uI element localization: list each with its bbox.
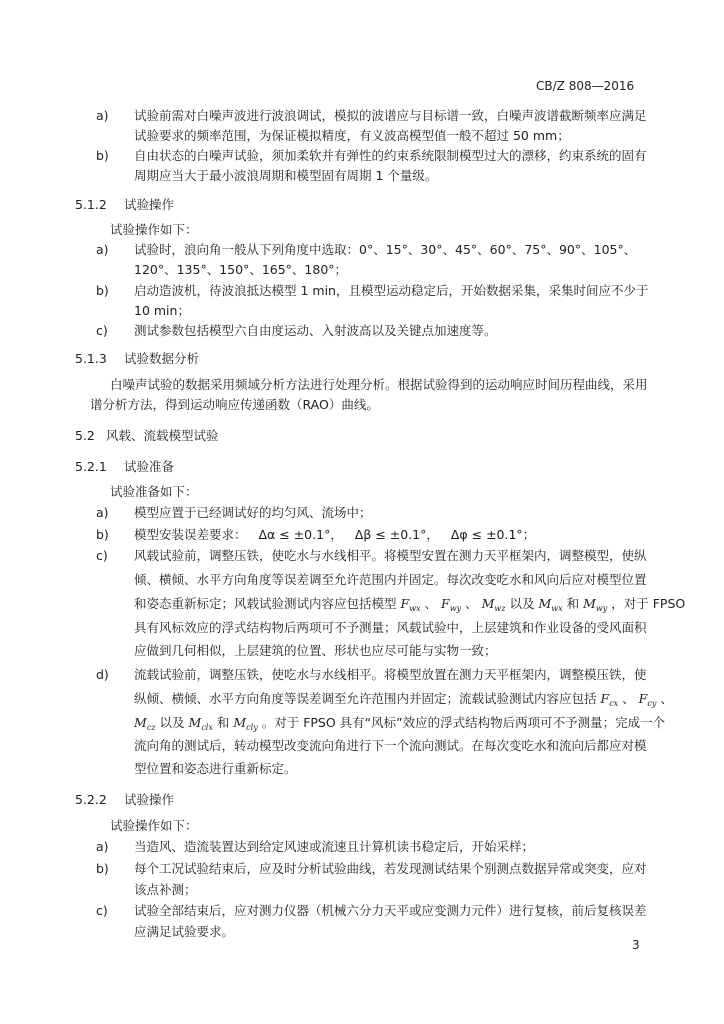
text-segment: 、 xyxy=(424,596,438,611)
symbol-subscript: cz xyxy=(146,723,156,732)
page-number: 3 xyxy=(632,938,640,952)
list-marker: a) xyxy=(96,505,109,520)
list-marker: a) xyxy=(96,108,109,123)
symbol-subscript: wz xyxy=(494,604,506,613)
text-segment: 、 xyxy=(465,596,478,611)
symbol-subscript: wx xyxy=(551,604,563,613)
section-heading: 试验操作 xyxy=(124,197,175,212)
section-heading: 风载、流载模型试验 xyxy=(106,428,219,443)
section-number: 5.2 xyxy=(75,428,95,443)
paragraph-line: 试验操作如下： xyxy=(110,818,198,833)
paragraph-line: 具有风标效应的浮式结构物后两项可不予测量；风载试验中，上层建筑和作业设备的受风面积 xyxy=(134,620,647,635)
paragraph-line: 应做到几何相似，上层建筑的位置、形状也应尽可能与实物一致； xyxy=(134,643,497,658)
paragraph-line xyxy=(134,527,535,543)
text-segment: 以及 xyxy=(509,596,535,611)
symbol-M-cz xyxy=(134,715,156,730)
paragraph-line: 风载试验前，调整压铁，使吃水与水线相平。将模型安置在测力天平框架内，调整模型，使纵 xyxy=(134,548,647,563)
text-segment: 和 xyxy=(566,596,580,611)
page-header: CB/Z 808—2016 xyxy=(536,79,635,93)
section-heading: 试验准备 xyxy=(124,459,175,474)
section-number: 5.1.2 xyxy=(75,197,107,212)
paragraph-line xyxy=(134,715,665,736)
paragraph-line: 试验准备如下： xyxy=(110,484,198,499)
symbol-letter: M xyxy=(481,596,495,611)
paragraph-line: 流载试验前，调整压铁，使吃水与水线相平。将模型放置在测力天平框架内，调整模压铁，使 xyxy=(134,667,647,682)
section-heading: 试验操作 xyxy=(124,792,175,807)
text-segment: 和姿态重新标定；风载试验测试内容应包括模型 xyxy=(134,596,397,611)
paragraph-line: 启动造波机，待波浪抵达模型 1 min，且模型运动稳定后，开始数据采集，采集时间应不少于 xyxy=(134,283,649,298)
paragraph-line: 试验全部结束后，应对测力仪器（机械六分力天平或应变测力元件）进行复核，前后复核误差 xyxy=(134,903,647,918)
symbol-subscript: wy xyxy=(449,604,462,613)
list-marker: d) xyxy=(96,667,109,682)
section-number: 5.1.3 xyxy=(75,351,107,366)
symbol-subscript: cy xyxy=(647,699,657,708)
list-marker: b) xyxy=(96,148,109,163)
section-heading: 试验数据分析 xyxy=(124,351,200,366)
paragraph-line: 当造风、造流装置达到给定风速或流速且计算机读书稳定后，开始采样； xyxy=(134,839,535,854)
symbol-M-clx xyxy=(189,715,213,730)
text-segment: 以及 xyxy=(159,715,185,730)
list-marker: a) xyxy=(96,242,109,257)
symbol-subscript: clx xyxy=(201,723,213,732)
paragraph-line: 谱分析方法，得到运动响应传递函数（RAO）曲线。 xyxy=(90,397,379,412)
section-number: 5.2.1 xyxy=(75,459,107,474)
text-segment: 、 xyxy=(622,691,635,706)
list-marker: c) xyxy=(96,548,108,563)
symbol-subscript: wx xyxy=(409,604,421,613)
paragraph-line: 自由状态的白噪声试验，须加柔软并有弹性的约束系统限制模型过大的漂移，约束系统的固有 xyxy=(134,148,647,163)
symbol-letter: M xyxy=(233,715,247,730)
symbol-letter: M xyxy=(188,715,202,730)
symbol-M-wx xyxy=(538,596,562,611)
paragraph-line: 型位置和姿态进行重新标定。 xyxy=(134,761,297,776)
paragraph-line xyxy=(134,691,673,712)
paragraph-line xyxy=(134,596,685,617)
paragraph-line: 10 min； xyxy=(134,303,190,318)
tolerance-beta: Δβ ≤ ±0.1°， xyxy=(354,527,439,542)
symbol-letter: F xyxy=(600,691,610,706)
text-segment: 模型安装误差要求： xyxy=(134,527,247,542)
paragraph-line: 周期应当大于最小波浪周期和模型固有周期 1 个量级。 xyxy=(134,168,438,183)
symbol-letter: M xyxy=(538,596,552,611)
tolerance-phi: Δφ ≤ ±0.1°； xyxy=(450,527,536,542)
list-marker: b) xyxy=(96,527,109,542)
tolerance-alpha: Δα ≤ ±0.1°， xyxy=(258,527,343,542)
paragraph-line: 试验时，浪向角一般从下列角度中选取：0°、15°、30°、45°、60°、75°、90°、105°、 xyxy=(134,242,637,257)
paragraph-line: 流向角的测试后，转动模型改变流向角进行下一个流向测试。在每次变吃水和流向后都应对模 xyxy=(134,738,647,753)
paragraph-line: 每个工况试验结束后，应及时分析试验曲线，若发现测试结果个别测点数据异常或突变，应对 xyxy=(134,861,647,876)
symbol-F-wy xyxy=(441,596,461,611)
text-segment: ，对于 FPSO xyxy=(611,596,686,611)
text-segment: 纵倾、横倾、水平方向角度等误差调至允许范围内并固定；流载试验测试内容应包括 xyxy=(134,691,597,706)
symbol-F-cy xyxy=(639,691,657,706)
section-number: 5.2.2 xyxy=(75,792,107,807)
paragraph-line: 模型应置于已经调试好的均匀风、流场中； xyxy=(134,505,372,520)
paragraph-line: 白噪声试验的数据采用频域分析方法进行处理分析。根据试验得到的运动响应时间历程曲线，采用 xyxy=(110,377,648,392)
symbol-letter: F xyxy=(441,596,450,611)
paragraph-line: 120°、135°、150°、165°、180°； xyxy=(134,262,348,277)
symbol-letter: M xyxy=(583,596,596,611)
list-marker: b) xyxy=(96,283,109,298)
symbol-F-cx xyxy=(601,691,619,706)
text-segment: 、 xyxy=(660,691,673,706)
list-marker: b) xyxy=(96,861,109,876)
list-marker: c) xyxy=(96,323,108,338)
paragraph-line: 试验前需对白噪声波进行波浪调试，模拟的波谱应与目标谱一致，白噪声波谱截断频率应满足 xyxy=(134,108,647,123)
list-marker: a) xyxy=(96,839,109,854)
paragraph-line: 应满足试验要求。 xyxy=(134,924,235,939)
symbol-M-wz xyxy=(482,596,506,611)
symbol-F-wx xyxy=(401,596,421,611)
symbol-subscript: wy xyxy=(595,604,608,613)
paragraph-line: 该点补测； xyxy=(134,882,197,897)
paragraph-line: 试验操作如下： xyxy=(110,222,198,237)
symbol-letter: F xyxy=(638,691,648,706)
symbol-subscript: cly xyxy=(246,723,258,732)
symbol-letter: M xyxy=(134,715,147,730)
paragraph-line: 倾、横倾、水平方向角度等误差调至允许范围内并固定。每次改变吃水和风向后应对模型位置 xyxy=(134,572,647,587)
symbol-M-wy xyxy=(583,596,607,611)
paragraph-line: 试验要求的频率范围，为保证模拟精度，有义波高模型值一般不超过 50 mm； xyxy=(134,128,570,143)
paragraph-line: 测试参数包括模型六自由度运动、入射波高以及关键点加速度等。 xyxy=(134,323,497,338)
symbol-subscript: cx xyxy=(609,699,619,708)
symbol-letter: F xyxy=(400,596,410,611)
text-segment: 。对于 FPSO 具有“风标”效应的浮式结构物后两项可不予测量；完成一个 xyxy=(261,715,666,730)
list-marker: c) xyxy=(96,903,108,918)
text-segment: 和 xyxy=(216,715,230,730)
symbol-M-cly xyxy=(233,715,257,730)
